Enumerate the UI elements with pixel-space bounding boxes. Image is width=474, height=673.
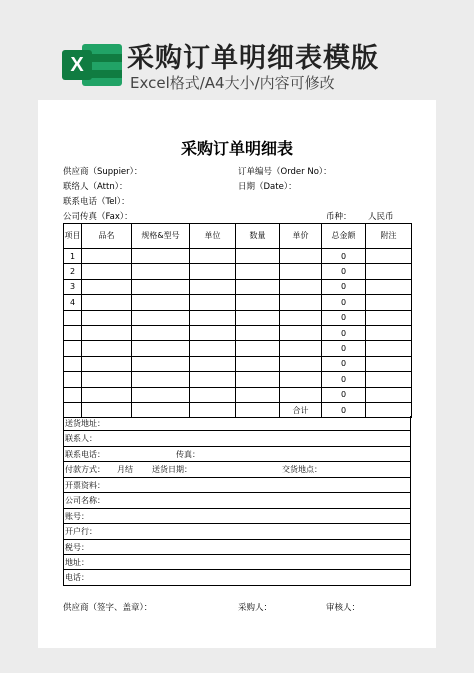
table-row bbox=[64, 295, 412, 310]
column-header: 总金额 bbox=[322, 224, 366, 249]
bank-label: 开户行： bbox=[65, 527, 97, 537]
delivery-date-label: 送货日期： bbox=[152, 465, 192, 475]
column-header: 单价 bbox=[280, 224, 322, 249]
tax-no-label: 税号： bbox=[65, 542, 89, 552]
table-row bbox=[64, 372, 412, 387]
items-table bbox=[63, 223, 412, 418]
address-label: 送货地址： bbox=[65, 419, 105, 428]
column-header: 单位 bbox=[190, 224, 236, 249]
column-header: 项目 bbox=[64, 224, 82, 249]
phone-label: 联系电话： bbox=[65, 449, 105, 459]
row-total: 0 bbox=[322, 387, 366, 402]
table-header-row bbox=[64, 224, 412, 249]
row-index bbox=[64, 356, 82, 371]
row-index: 3 bbox=[64, 279, 82, 294]
table-row bbox=[64, 356, 412, 371]
row-index bbox=[64, 310, 82, 325]
column-header: 附注 bbox=[366, 224, 412, 249]
row-index bbox=[64, 341, 82, 356]
row-total: 0 bbox=[322, 341, 366, 356]
row-total: 0 bbox=[322, 325, 366, 340]
column-header: 数量 bbox=[236, 224, 280, 249]
document-page bbox=[38, 100, 436, 648]
invoice-label: 开票资料： bbox=[65, 480, 105, 490]
fax-field: 公司传真（Fax）： bbox=[63, 212, 133, 222]
banner-subtitle: Excel格式/A4大小/内容可修改 bbox=[130, 74, 335, 92]
order-no-field: 订单编号（Order No）： bbox=[238, 167, 332, 177]
row-total: 0 bbox=[322, 356, 366, 371]
sum-label: 合计 bbox=[280, 402, 322, 417]
sum-value: 0 bbox=[322, 402, 366, 417]
currency-value: 人民币 bbox=[368, 212, 394, 222]
table-row bbox=[64, 264, 412, 279]
row-index: 4 bbox=[64, 295, 82, 310]
address2-label: 地址： bbox=[65, 557, 89, 567]
row-total: 0 bbox=[322, 295, 366, 310]
company-label: 公司名称： bbox=[65, 496, 105, 506]
payment-value: 月结 bbox=[117, 465, 133, 475]
row-index bbox=[64, 387, 82, 402]
date-field: 日期（Date）： bbox=[238, 182, 297, 192]
row-total: 0 bbox=[322, 249, 366, 264]
row-total: 0 bbox=[322, 372, 366, 387]
table-row bbox=[64, 325, 412, 340]
table-row bbox=[64, 279, 412, 294]
payment-label: 付款方式： bbox=[65, 465, 105, 475]
supplier-field: 供应商（Suppier）： bbox=[63, 167, 143, 177]
currency-label: 币种： bbox=[326, 212, 352, 222]
excel-logo-icon: X bbox=[62, 40, 124, 90]
table-row bbox=[64, 249, 412, 264]
table-row bbox=[64, 387, 412, 402]
row-total: 0 bbox=[322, 279, 366, 294]
tel-field: 联系电话（Tel）： bbox=[63, 197, 130, 207]
banner-title: 采购订单明细表模版 bbox=[127, 43, 379, 74]
contact-label: 联系人： bbox=[65, 434, 97, 444]
contact-field: 联络人（Attn）： bbox=[63, 182, 128, 192]
row-index: 2 bbox=[64, 264, 82, 279]
row-total: 0 bbox=[322, 310, 366, 325]
document-title: 采购订单明细表 bbox=[180, 139, 293, 158]
buyer-signature: 采购人： bbox=[238, 603, 273, 613]
phone2-label: 电话： bbox=[65, 573, 89, 583]
delivery-place-label: 交货地点： bbox=[282, 465, 322, 475]
column-header: 规格&型号 bbox=[132, 224, 190, 249]
table-row bbox=[64, 341, 412, 356]
column-header: 品名 bbox=[82, 224, 132, 249]
row-index bbox=[64, 325, 82, 340]
fax-label: 传真： bbox=[176, 449, 200, 459]
reviewer-signature: 审核人： bbox=[326, 603, 361, 613]
table-row bbox=[64, 310, 412, 325]
row-index: 1 bbox=[64, 249, 82, 264]
account-label: 账号： bbox=[65, 511, 89, 521]
banner bbox=[0, 0, 474, 100]
row-total: 0 bbox=[322, 264, 366, 279]
supplier-signature: 供应商（签字、盖章）： bbox=[63, 603, 153, 613]
delivery-info-block bbox=[63, 416, 411, 586]
row-index bbox=[64, 372, 82, 387]
